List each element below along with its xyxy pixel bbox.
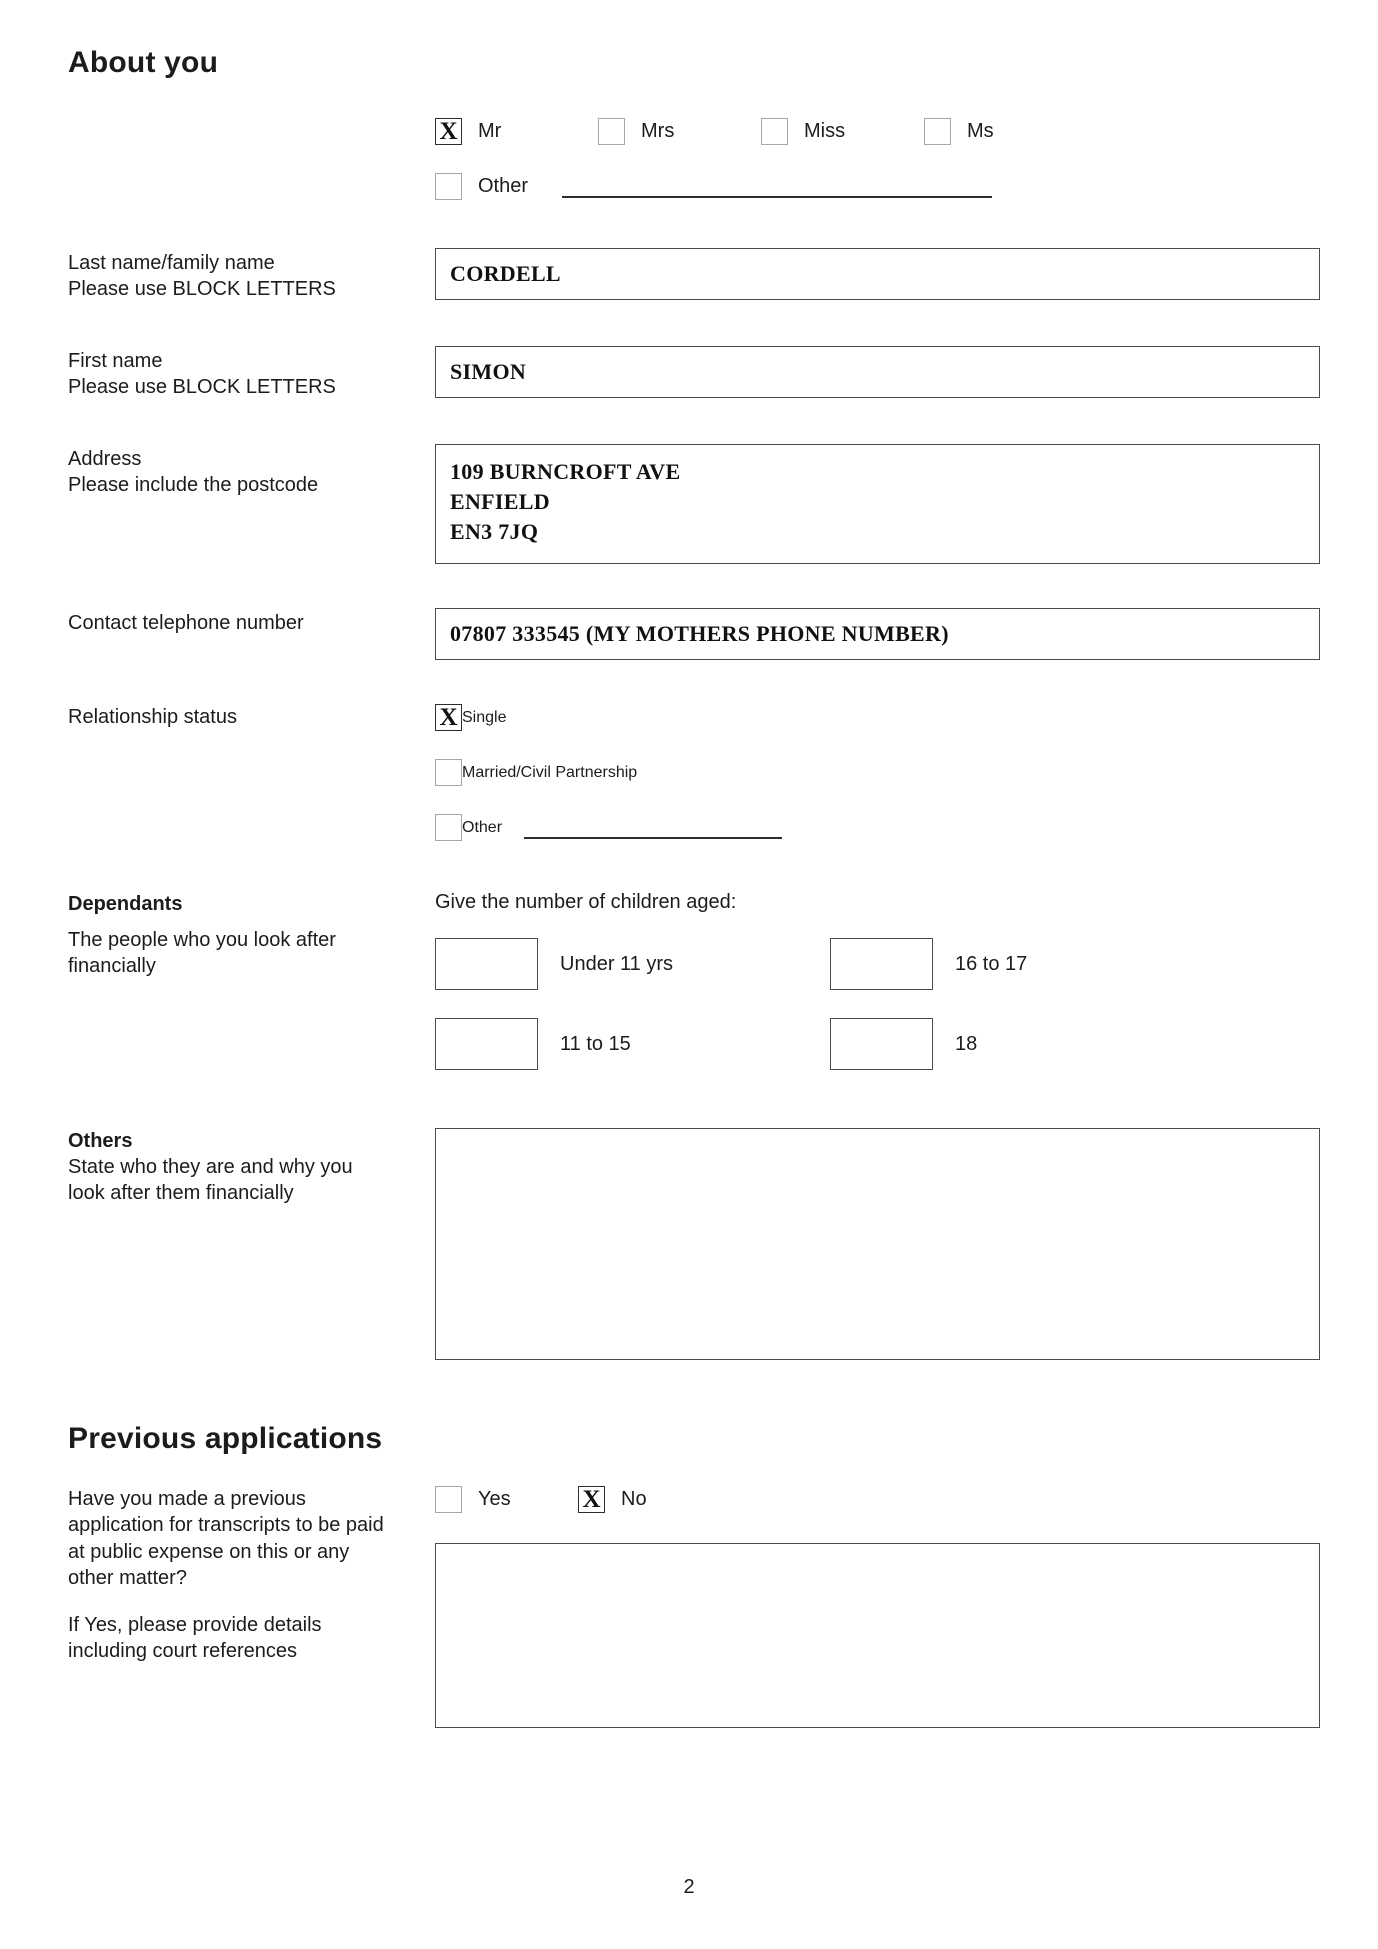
title-option-miss[interactable] <box>761 118 924 145</box>
title-other-checkbox[interactable] <box>435 173 462 200</box>
dependants-row <box>68 891 1318 1070</box>
last-name-value: CORDELL <box>450 261 561 286</box>
title-option-other[interactable] <box>435 173 528 200</box>
relationship-other-input-line[interactable] <box>524 815 782 839</box>
dependants-labels <box>68 891 435 979</box>
previous-details-input[interactable] <box>435 1543 1320 1728</box>
dependants-cell-under11 <box>435 938 830 990</box>
phone-label: Contact telephone number <box>68 612 304 634</box>
dependants-cell-16to17 <box>830 938 1225 990</box>
address-line3: EN3 7JQ <box>450 519 539 544</box>
dependants-cell-18 <box>830 1018 1225 1070</box>
first-name-row <box>68 346 1318 400</box>
dependants-fields <box>435 891 1318 1070</box>
first-name-value: SIMON <box>450 359 527 384</box>
age-18-input[interactable] <box>830 1018 933 1070</box>
no-checkbox[interactable]: X <box>578 1486 605 1513</box>
relationship-options <box>435 704 1318 841</box>
previous-labels <box>68 1486 435 1684</box>
married-checkbox[interactable] <box>435 759 462 786</box>
previous-yesno-row <box>435 1486 1320 1513</box>
title-options-row2 <box>435 173 1318 200</box>
address-label: Address <box>68 448 142 470</box>
relationship-option-other[interactable] <box>435 814 1318 841</box>
relationship-labels <box>68 704 435 730</box>
last-name-field <box>435 248 1320 300</box>
under-11-label: Under 11 yrs <box>560 952 674 975</box>
first-name-input[interactable] <box>435 346 1320 398</box>
last-name-input[interactable] <box>435 248 1320 300</box>
relationship-other-label: Other <box>462 818 503 836</box>
address-labels <box>68 444 435 498</box>
ms-label: Ms <box>967 120 994 142</box>
miss-label: Miss <box>804 120 846 142</box>
dependants-grid-row1 <box>435 938 1318 990</box>
address-line2: ENFIELD <box>450 489 550 514</box>
mr-checkbox[interactable]: X <box>435 118 462 145</box>
last-name-labels <box>68 248 435 302</box>
title-options-row1 <box>435 118 1318 145</box>
married-label: Married/Civil Partnership <box>462 763 638 781</box>
relationship-option-married[interactable] <box>435 759 1318 786</box>
first-name-label: First name <box>68 350 163 372</box>
page-number: 2 <box>683 1876 695 1898</box>
age-11-15-input[interactable] <box>435 1018 538 1070</box>
section-heading-about-you: About you <box>68 46 219 79</box>
age-11-15-label: 11 to 15 <box>560 1032 631 1055</box>
others-description: State who they are and why you look after them financially <box>68 1156 353 1204</box>
address-row <box>68 444 1318 564</box>
address-hint: Please include the postcode <box>68 474 319 496</box>
age-18-label: 18 <box>955 1032 978 1055</box>
others-row <box>68 1128 1318 1360</box>
first-name-hint: Please use BLOCK LETTERS <box>68 376 336 398</box>
phone-field <box>435 608 1320 660</box>
last-name-hint: Please use BLOCK LETTERS <box>68 278 336 300</box>
previous-question: Have you made a previous application for transcripts to be paid at public expense on this or any other matter? <box>68 1488 384 1590</box>
address-field <box>435 444 1320 564</box>
yes-checkbox[interactable] <box>435 1486 462 1513</box>
yes-label: Yes <box>478 1488 511 1510</box>
dependants-grid-row2 <box>435 1018 1318 1070</box>
dependants-heading: Dependants <box>68 893 183 915</box>
relationship-label: Relationship status <box>68 706 237 728</box>
others-heading: Others <box>68 1130 133 1152</box>
no-label: No <box>621 1488 647 1510</box>
title-options <box>435 118 1318 200</box>
first-name-field <box>435 346 1320 398</box>
title-option-mrs[interactable] <box>598 118 761 145</box>
title-other-input-line[interactable] <box>562 174 992 198</box>
title-other-label: Other <box>478 175 529 197</box>
previous-option-yes[interactable] <box>435 1486 578 1513</box>
title-option-ms[interactable] <box>924 118 994 145</box>
phone-input[interactable] <box>435 608 1320 660</box>
single-checkbox[interactable]: X <box>435 704 462 731</box>
miss-checkbox[interactable] <box>761 118 788 145</box>
under-11-input[interactable] <box>435 938 538 990</box>
phone-row <box>68 608 1318 660</box>
age-16-17-label: 16 to 17 <box>955 952 1028 975</box>
mrs-label: Mrs <box>641 120 675 142</box>
relationship-other-checkbox[interactable] <box>435 814 462 841</box>
others-field <box>435 1128 1320 1360</box>
previous-row <box>68 1486 1318 1728</box>
title-option-mr[interactable] <box>435 118 598 145</box>
others-labels <box>68 1128 435 1206</box>
previous-fields <box>435 1486 1320 1728</box>
phone-value: 07807 333545 (MY MOTHERS PHONE NUMBER) <box>450 621 949 646</box>
mrs-checkbox[interactable] <box>598 118 625 145</box>
first-name-labels <box>68 346 435 400</box>
dependants-prompt: Give the number of children aged: <box>435 891 737 913</box>
previous-instruction: If Yes, please provide details including court references <box>68 1613 322 1662</box>
address-input[interactable] <box>435 444 1320 564</box>
relationship-row <box>68 704 1318 841</box>
last-name-row <box>68 248 1318 302</box>
dependants-cell-11to15 <box>435 1018 830 1070</box>
mr-label: Mr <box>478 120 502 142</box>
relationship-option-single[interactable] <box>435 704 1318 731</box>
single-label: Single <box>462 708 507 726</box>
previous-option-no[interactable] <box>578 1486 647 1513</box>
others-input[interactable] <box>435 1128 1320 1360</box>
phone-labels <box>68 608 435 636</box>
title-section <box>68 118 1318 200</box>
ms-checkbox[interactable] <box>924 118 951 145</box>
section-heading-previous-applications: Previous applications <box>68 1422 383 1455</box>
dependants-description: The people who you look after financially <box>68 929 336 977</box>
last-name-label: Last name/family name <box>68 252 275 274</box>
address-line1: 109 BURNCROFT AVE <box>450 459 681 484</box>
age-16-17-input[interactable] <box>830 938 933 990</box>
